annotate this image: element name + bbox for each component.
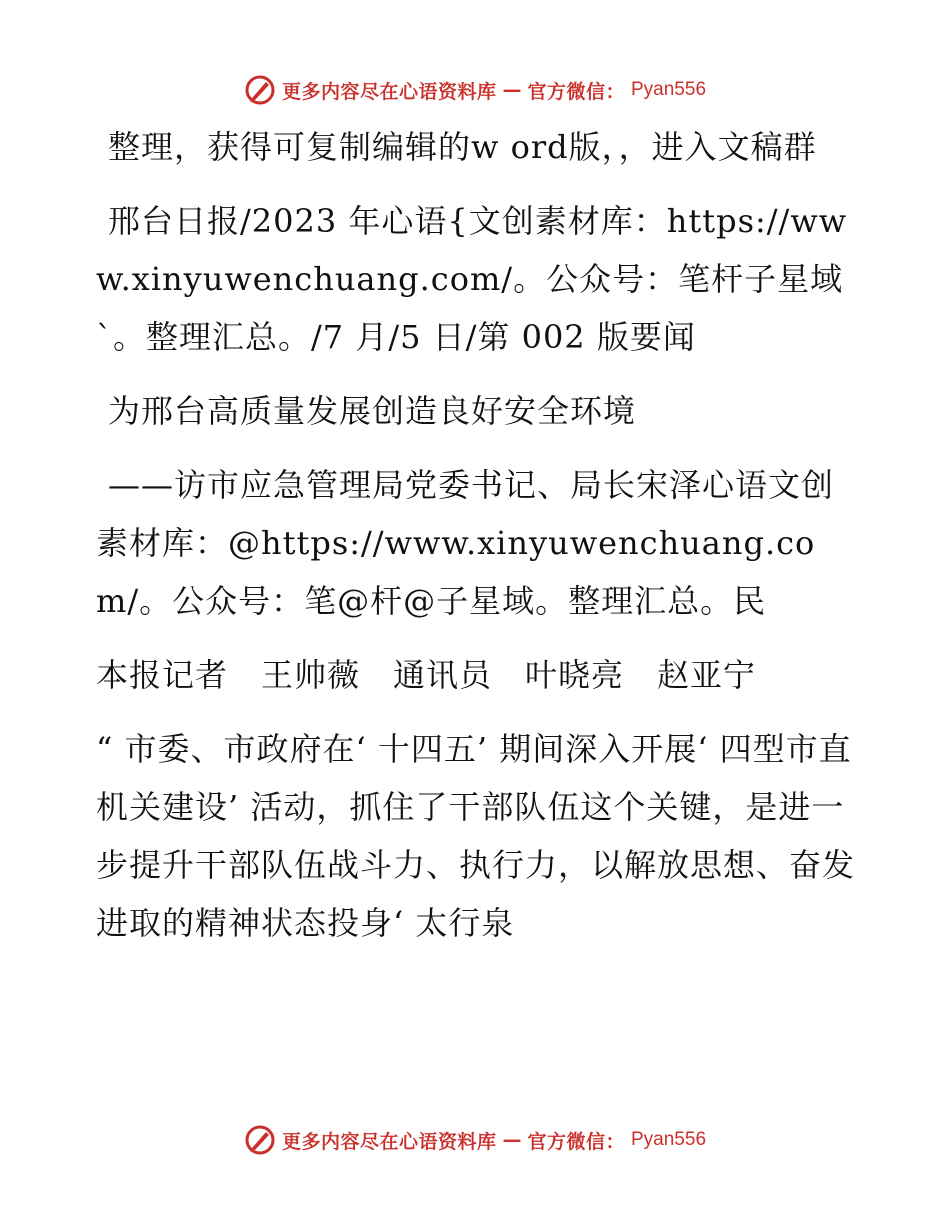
pen-logo-icon [244, 74, 276, 106]
source-line: 邢台日报/2023 年心语{文创素材库：https://www.xinyuwenchuang.com/。公众号：笔杆子星域`。整理汇总。/7 月/5 日/第 002 版要闻 [96, 202, 848, 356]
banner-wechat-id: Pyan556 [631, 79, 707, 100]
pen-logo-icon [244, 1124, 276, 1156]
banner-text: 更多内容尽在心语资料库 [281, 80, 497, 103]
banner-separator: — [502, 79, 522, 101]
banner-separator: — [502, 1129, 522, 1151]
intro-note: 整理，获得可复制编辑的w ord版，，进入文稿群 [108, 128, 817, 166]
article-subtitle: ——访市应急管理局党委书记、局长宋泽心语文创素材库：@https://www.xinyuwenchuang.com/。公众号：笔@杆@子星域。整理汇总。民 [96, 466, 835, 620]
banner-wechat-id: Pyan556 [631, 1129, 707, 1150]
article-title: 为邢台高质量发展创造良好安全环境 [108, 392, 637, 430]
header-banner [0, 70, 950, 110]
footer-banner [0, 1120, 950, 1160]
body-paragraph: “ 市委、市政府在‘ 十四五’ 期间深入开展‘ 四型市直机关建设’ 活动，抓住了干部队伍这个关键，是进一步提升干部队伍战斗力、执行力，以解放思想、奋发进取的精神状态投身‘ 太行泉 [96, 730, 856, 942]
banner-contact: 官方微信： [527, 1130, 625, 1153]
banner-text: 更多内容尽在心语资料库 [281, 1130, 497, 1153]
banner-contact: 官方微信： [527, 80, 625, 103]
byline: 本报记者 王帅薇 通讯员 叶晓亮 赵亚宁 [96, 656, 757, 694]
document-body [96, 118, 856, 968]
